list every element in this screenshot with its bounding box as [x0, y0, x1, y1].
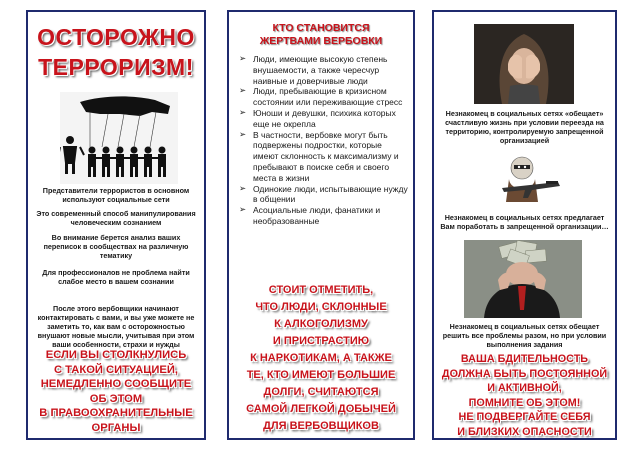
panel-left — [26, 10, 206, 440]
list-item: ➢ В частности, вербовке могут быть подвержены подростки, которые имеют склонность к максимализму и пребывают в поиске себя и своего места в жизни — [239, 130, 409, 184]
paragraph-2: Это современный способ манипулирования человеческим сознанием — [36, 209, 196, 227]
warning-line: В ПРАВООХРАНИТЕЛЬНЫЕ — [39, 407, 193, 419]
warning-line: ДОЛГИ, СЧИТАЮТСЯ — [263, 386, 379, 398]
puppet-hand-icon — [60, 92, 178, 184]
risk-groups-list — [239, 54, 409, 227]
paragraph-1: Представители террористов в основном используют социальные сети — [42, 186, 190, 204]
warning-line: НЕ ПОДВЕРГАЙТЕ СЕБЯ — [458, 411, 591, 423]
caption-3: Незнакомец в социальных сетях обещает решить все проблемы разом, но при условии выполнения задания — [442, 322, 607, 349]
section-heading — [229, 22, 413, 48]
title-line-2: ТЕРРОРИЗМ! — [38, 54, 194, 80]
paragraph-5: После этого вербовщики начинают контактировать с вами, и вы уже можете не заметить то, как вам с осторожностью внушают новые мысли, учитывая при этом ваши особенности, страхи и нужды — [37, 304, 195, 349]
warning-block-right — [434, 352, 615, 439]
warning-block-left — [28, 348, 204, 435]
panel-middle — [227, 10, 415, 440]
crying-woman-photo — [474, 24, 574, 104]
warning-line: ТЕ, КТО ИМЕЮТ БОЛЬШИЕ — [246, 369, 396, 381]
title-line-1: ОСТОРОЖНО — [37, 24, 195, 50]
armed-terrorist-icon — [492, 152, 567, 210]
warning-line: С ТАКОЙ СИТУАЦИЕЙ, — [53, 363, 179, 376]
paragraph-4: Для профессионалов не проблема найти слабое место в вашем сознании — [42, 268, 190, 286]
warning-line: СТОИТ ОТМЕТИТЬ, — [268, 284, 374, 296]
paragraph-3: Во внимание берется анализ ваших переписок в сообществах на различную тематику — [43, 233, 189, 260]
warning-line: ОБ ЭТОМ — [89, 392, 143, 405]
warning-line: К АЛКОГОЛИЗМУ — [274, 318, 368, 330]
caption-1: Незнакомец в социальных сетях «обещает» счастливую жизнь при условии переезда на территорию, контролируемую запрещенной организацией — [445, 109, 604, 145]
warning-line: И ПРИСТРАСТИЮ — [272, 335, 370, 347]
warning-line: К НАРКОТИКАМ, А ТАКЖЕ — [250, 352, 392, 364]
list-item: ➢ Одинокие люди, испытывающие нужду в общении — [239, 184, 409, 206]
heading-line-2: ЖЕРТВАМИ ВЕРБОВКИ — [259, 35, 383, 47]
warning-line: САМОЙ ЛЕГКОЙ ДОБЫЧЕЙ — [246, 403, 396, 415]
warning-line: ПОМНИТЕ ОБ ЭТОМ! — [468, 396, 581, 409]
list-item: ➢ Юноши и девушки, психика которых еще не окрепла — [239, 108, 409, 130]
warning-line: ЧТО ЛЮДИ, СКЛОННЫЕ — [255, 301, 387, 313]
list-item: ➢ Асоциальные люди, фанатики и необразованные — [239, 205, 409, 227]
warning-line: ЕСЛИ ВЫ СТОЛКНУЛИСЬ — [45, 349, 187, 361]
list-item: ➢ Люди, пребывающие в кризисном состоянии или переживающие стресс — [239, 86, 409, 108]
warning-line: ДОЛЖНА БЫТЬ ПОСТОЯННОЙ — [441, 367, 608, 380]
warning-line: НЕМЕДЛЕННО СООБЩИТЕ — [40, 378, 192, 390]
panel-right — [432, 10, 617, 440]
warning-line: И БЛИЗКИХ ОПАСНОСТИ — [457, 425, 592, 438]
warning-line: ДЛЯ ВЕРБОВЩИКОВ — [263, 420, 379, 432]
warning-line: ВАША БДИТЕЛЬНОСТЬ — [460, 353, 589, 365]
heading-line-1: КТО СТАНОВИТСЯ — [272, 22, 370, 34]
warning-line: И АКТИВНОЙ, — [487, 382, 562, 394]
warning-line: ОРГАНЫ — [91, 421, 141, 434]
man-with-debts-photo — [464, 240, 582, 318]
caption-2: Незнакомец в социальных сетях предлагает Вам поработать в запрещенной организации… — [440, 213, 609, 231]
list-item: ➢ Люди, имеющие высокую степень внушаемости, а также чересчур наивные и доверчивые люди — [239, 54, 409, 86]
warning-block-middle — [229, 282, 413, 435]
